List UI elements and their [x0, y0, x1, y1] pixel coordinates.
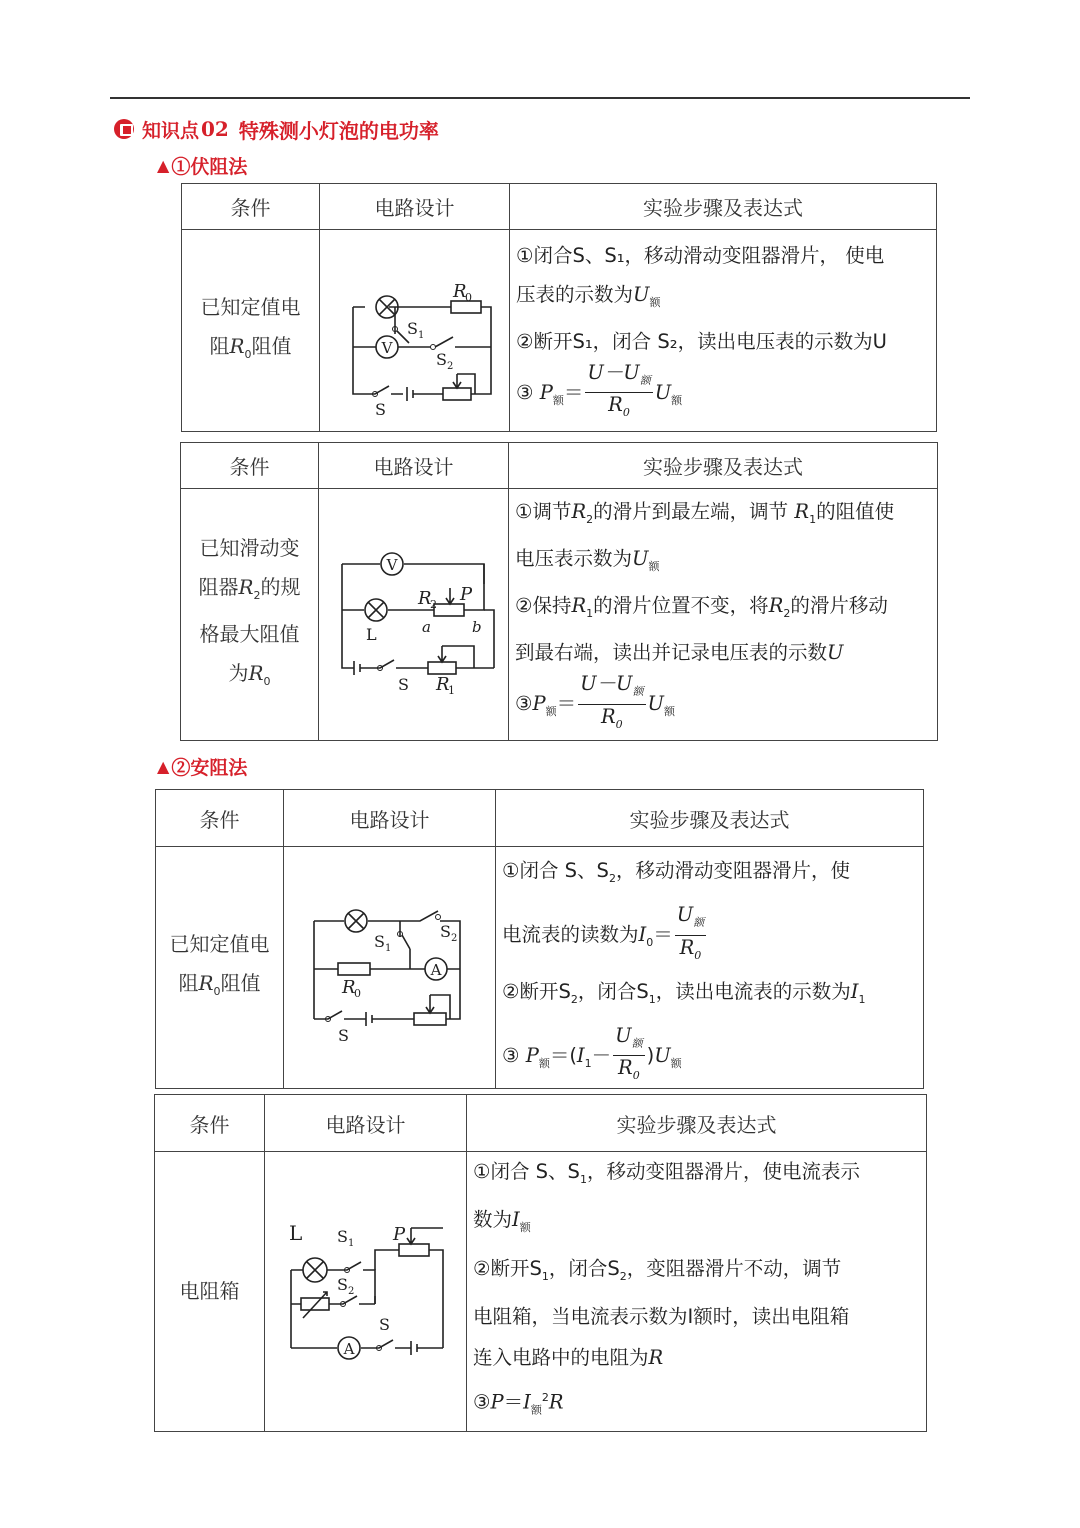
condition-line: 电阻箱	[179, 1279, 240, 1304]
svg-text:a: a	[421, 617, 431, 636]
step-line: ①闭合 S、$S_1$，移动变阻器滑片，使电流表示	[473, 1160, 860, 1186]
flag-icon	[114, 119, 134, 139]
svg-text:P: P	[392, 1223, 405, 1245]
step-line: 到最右端，读出并记录电压表的示数U	[515, 640, 844, 664]
svg-text:S: S	[374, 399, 386, 419]
condition-cell	[181, 489, 319, 741]
step-line: ①闭合 S、$S_2$，移动滑动变阻器滑片，使	[502, 859, 850, 885]
step-line: ②断开$S_1$，闭合$S_2$，变阻器滑片不动，调节	[473, 1256, 842, 1283]
table-1	[181, 183, 937, 432]
svg-text:2: 2	[446, 360, 453, 372]
svg-text:L: L	[288, 1220, 302, 1245]
circuit-cell	[320, 230, 510, 432]
step-line: 电压表示数为$U_额$	[515, 547, 660, 574]
circuit-cell	[265, 1152, 467, 1432]
svg-text:1: 1	[417, 329, 424, 341]
svg-text:L: L	[365, 624, 377, 644]
svg-text:1: 1	[447, 683, 455, 697]
step-line: 数为$I_额$	[473, 1208, 531, 1235]
section-heading-2	[157, 752, 247, 780]
header-steps: 实验步骤及表达式	[509, 443, 938, 489]
condition-cell	[155, 1152, 265, 1432]
svg-text:S: S	[336, 1226, 348, 1246]
knowledge-label: 知识点	[142, 119, 200, 142]
svg-text:R: R	[417, 587, 432, 609]
knowledge-title: 特殊测小灯泡的电功率	[238, 118, 439, 143]
svg-text:S: S	[336, 1274, 348, 1294]
header-circuit: 电路设计	[319, 443, 509, 489]
svg-text:S: S	[406, 318, 418, 338]
step-line: ②断开S₁，闭合 S₂，读出电压表的示数为U	[516, 329, 887, 353]
header-condition: 条件	[181, 443, 319, 489]
triangle-icon: ▲	[157, 155, 170, 175]
circuit-diagram-two-rheostats	[324, 528, 504, 698]
svg-text:V: V	[386, 555, 397, 574]
triangle-icon: ▲	[157, 756, 170, 776]
svg-text:R: R	[452, 280, 467, 302]
condition-line: 格最大阻值	[199, 621, 300, 646]
steps-cell	[467, 1152, 927, 1432]
condition-line: 为$R_0$	[228, 660, 271, 688]
svg-text:R: R	[341, 976, 356, 998]
circuit-diagram-voltmeter-r0	[325, 249, 505, 419]
steps-cell	[496, 847, 924, 1089]
section-title: ②安阻法	[171, 756, 248, 779]
circuit-diagram-ammeter-r0	[290, 881, 490, 1051]
header-steps: 实验步骤及表达式	[510, 184, 937, 230]
step-line: 连入电路中的电阻为R	[473, 1345, 664, 1369]
circuit-cell	[284, 847, 496, 1089]
knowledge-number: 02	[201, 117, 229, 141]
step-line-formula: ③ $P_额=$ $\frac{U-U_额}{R_0}$ $U_额$	[516, 360, 683, 420]
svg-text:2: 2	[347, 1285, 354, 1297]
condition-line: 已知定值电	[169, 931, 270, 956]
svg-text:0: 0	[353, 986, 361, 1000]
svg-text:S: S	[337, 1025, 349, 1045]
header-condition: 条件	[156, 790, 284, 847]
knowledge-point-heading	[114, 114, 439, 144]
top-rule	[110, 97, 970, 99]
svg-text:1: 1	[384, 942, 391, 954]
circuit-cell	[319, 489, 509, 741]
svg-text:S: S	[435, 349, 447, 369]
condition-line: 已知滑动变	[199, 535, 300, 560]
step-line: ②断开$S_2$，闭合$S_1$，读出电流表的示数为$I_1$	[502, 979, 866, 1006]
table-2	[180, 442, 938, 741]
header-condition: 条件	[155, 1095, 265, 1152]
step-line-formula: $③P=I_额^2R$	[473, 1390, 564, 1417]
svg-text:2: 2	[429, 597, 437, 611]
steps-cell	[509, 489, 938, 741]
svg-text:S: S	[373, 931, 385, 951]
condition-line: 阻器$R_2$的规	[198, 574, 301, 602]
header-steps: 实验步骤及表达式	[467, 1095, 927, 1152]
condition-line: 阻$R_0$阻值	[178, 970, 261, 998]
svg-text:R: R	[435, 673, 450, 695]
condition-cell	[182, 230, 320, 432]
header-steps: 实验步骤及表达式	[496, 790, 924, 847]
svg-text:A: A	[430, 960, 441, 979]
header-circuit: 电路设计	[265, 1095, 467, 1152]
section-title: ①伏阻法	[171, 155, 248, 178]
svg-text:S: S	[397, 674, 409, 694]
step-line: 电阻箱，当电流表示数为I额时，读出电阻箱	[473, 1305, 850, 1329]
svg-text:S: S	[378, 1314, 390, 1334]
svg-text:S: S	[439, 921, 451, 941]
svg-text:2: 2	[450, 932, 457, 944]
condition-cell	[156, 847, 284, 1089]
svg-text:b: b	[471, 617, 482, 636]
svg-text:1: 1	[347, 1237, 354, 1249]
condition-line: 已知定值电	[200, 294, 301, 319]
step-line-formula: ③ $P_额=(I_1-$ $\frac{U_额}{R_0}$ )$U_额$	[502, 1023, 682, 1083]
svg-text:A: A	[343, 1339, 354, 1358]
header-circuit: 电路设计	[284, 790, 496, 847]
header-condition: 条件	[182, 184, 320, 230]
step-line: ②保持$R_1$的滑片位置不变，将$R_2$的滑片移动	[515, 594, 888, 620]
svg-text:P: P	[459, 583, 472, 605]
svg-text:0: 0	[464, 290, 472, 304]
condition-line: 阻$R_0$阻值	[209, 333, 292, 361]
steps-cell	[510, 230, 937, 432]
step-line: ①调节$R_2$的滑片到最左端，调节 $R_1$的阻值使	[515, 500, 895, 527]
step-line-formula: $③P_额=$ $\frac{U-U_额}{R_0}$ $U_额$	[515, 671, 675, 731]
table-4	[154, 1094, 927, 1432]
step-line: ①闭合S、S₁，移动滑动变阻器滑片， 使电	[516, 243, 885, 267]
circuit-diagram-resistance-box	[271, 1200, 461, 1380]
step-line: 压表的示数为$U_额$	[516, 282, 661, 309]
table-3	[155, 789, 924, 1089]
header-circuit: 电路设计	[320, 184, 510, 230]
section-heading-1	[157, 151, 247, 179]
svg-text:V: V	[381, 338, 392, 357]
step-line: 电流表的读数为$I_0=$ $\frac{U_额}{R_0}$	[502, 902, 705, 962]
